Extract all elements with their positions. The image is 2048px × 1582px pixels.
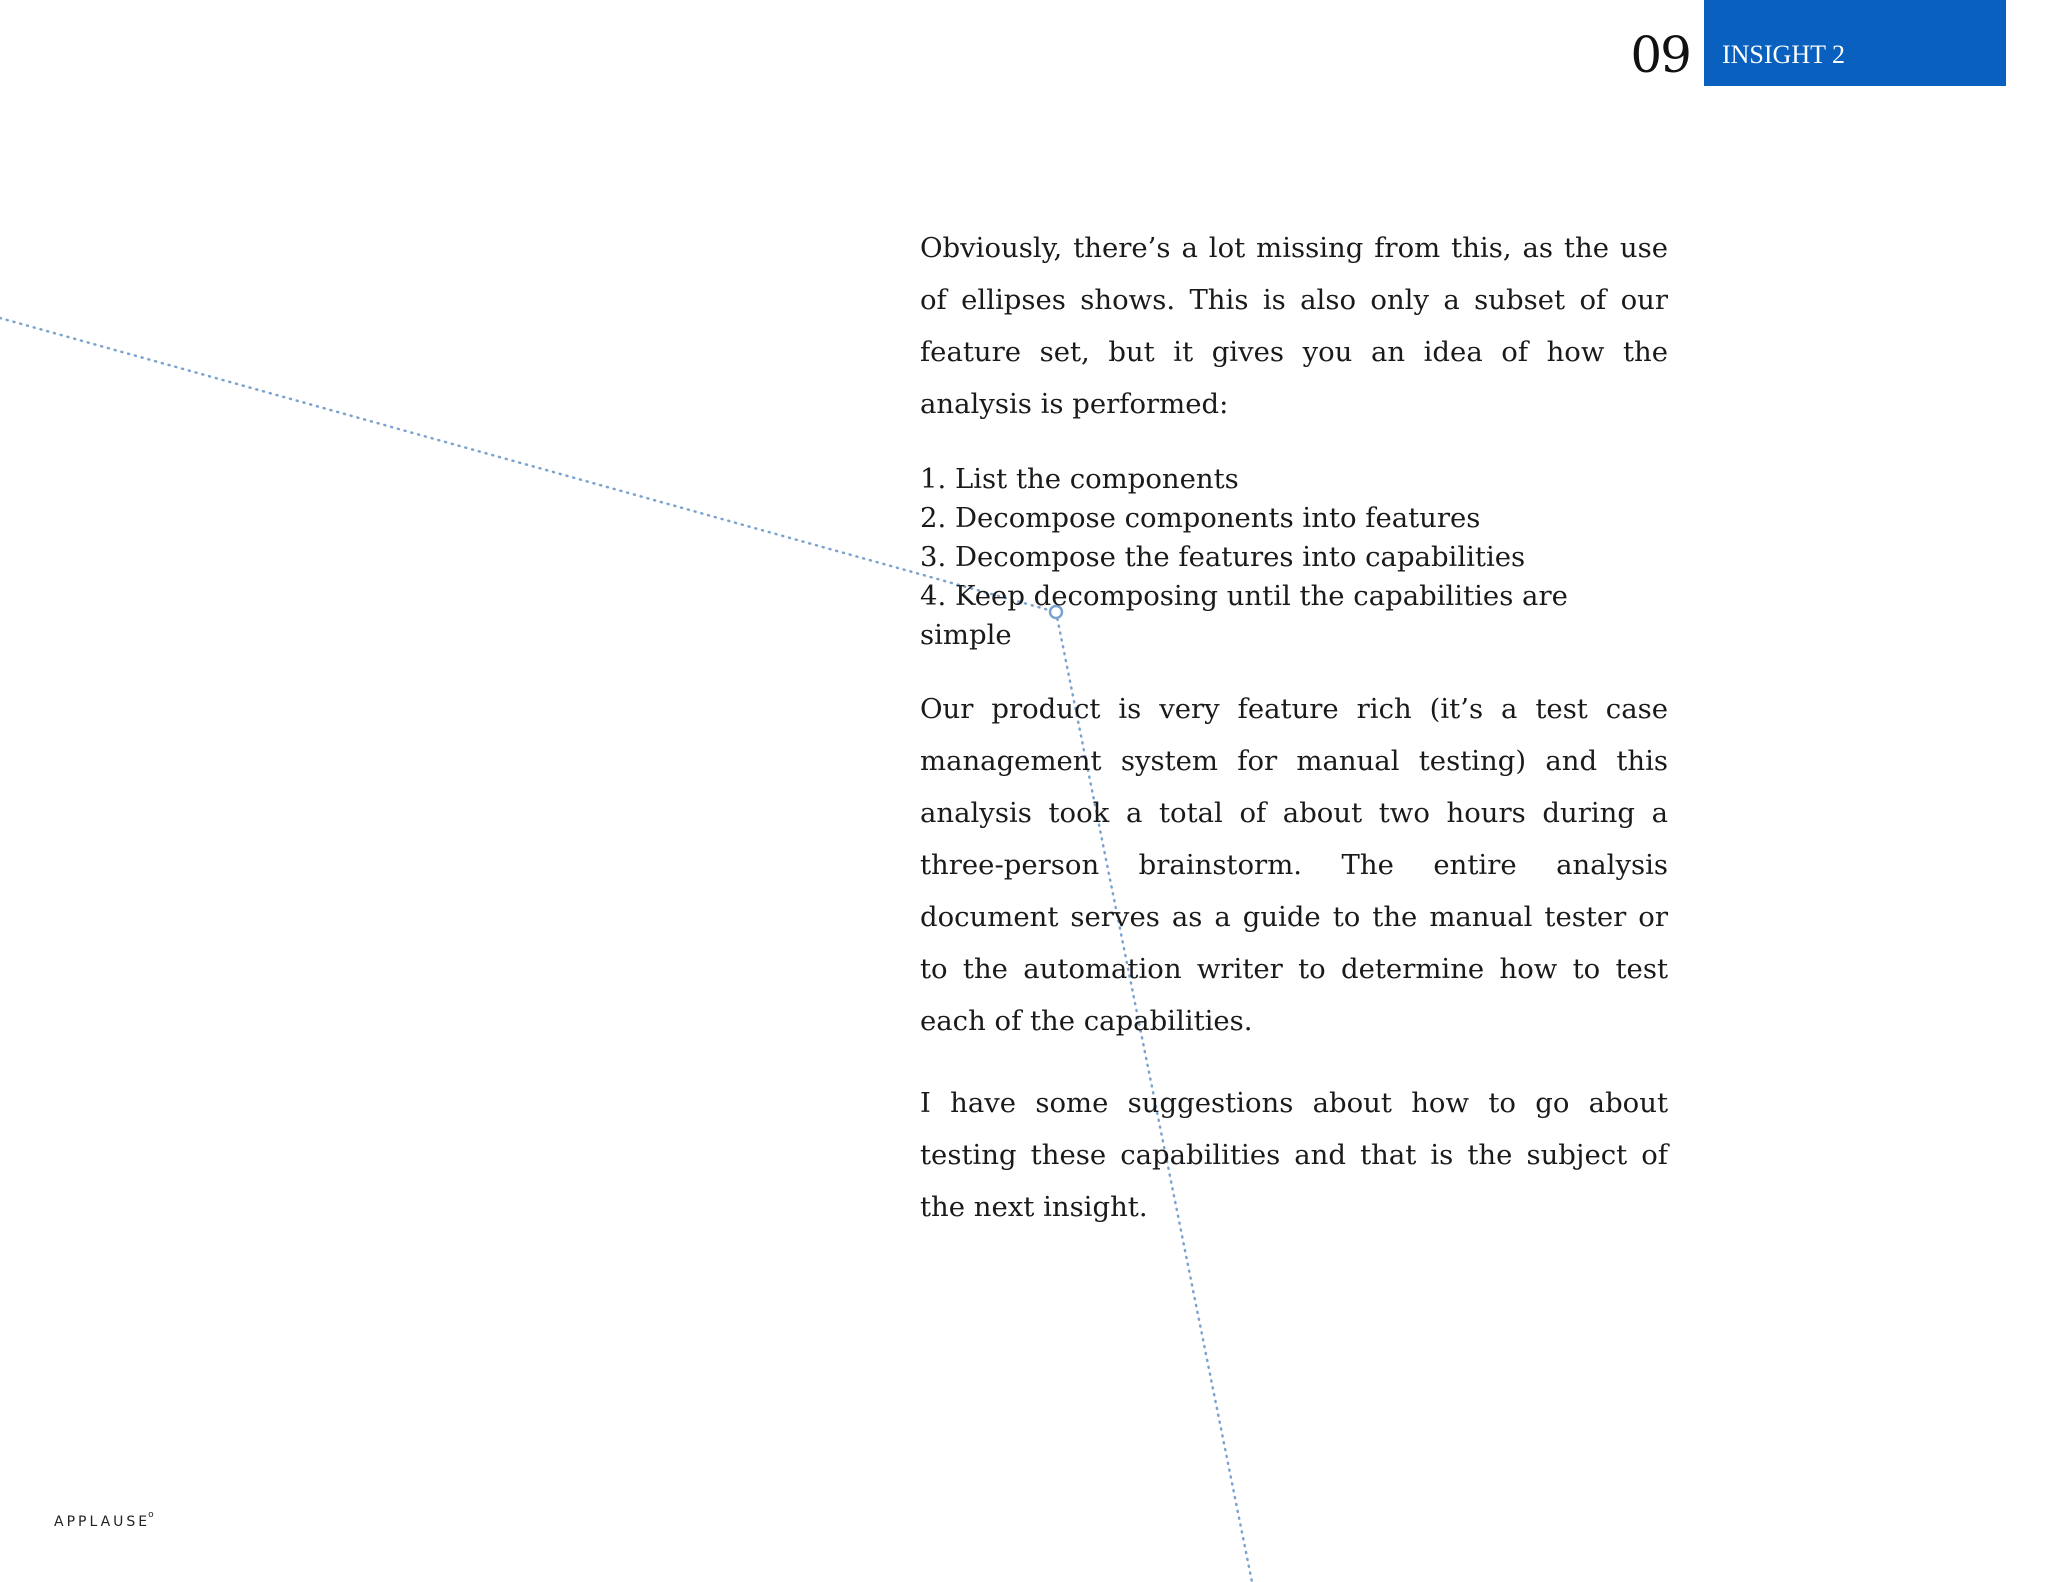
- paragraph-suggestions: I have some suggestions about how to go about testing these capabilities and that is the subject of the next insight.: [920, 1087, 1668, 1223]
- body-content: [920, 222, 1668, 1263]
- section-label: INSIGHT 2: [1722, 40, 1846, 69]
- list-item: 4. Keep decomposing until the capabilities are simple: [920, 580, 1568, 651]
- list-item: 2. Decompose components into features: [920, 502, 1481, 534]
- paragraph-intro: Obviously, there’s a lot missing from this, as the use of ellipses shows. This is also only a subset of our feature set, but it gives you an idea of how the analysis is performed:: [920, 232, 1668, 420]
- section-tab: [1704, 0, 2006, 86]
- applause-logo: [54, 1510, 159, 1530]
- list-item: 3. Decompose the features into capabilities: [920, 541, 1526, 573]
- logo-text: APPLAUSE: [54, 1514, 151, 1530]
- dotted-line-diagonal: [0, 318, 1056, 612]
- logo-mark: o: [148, 1510, 157, 1520]
- paragraph-product: Our product is very feature rich (it’s a test case management system for manual testing) and this analysis took a total of about two hours during a three-person brainstorm. The entire analysis document serves as a guide to the manual tester or to the automation writer to determine how to test each of the capabilities.: [920, 693, 1668, 1037]
- steps-list: [920, 460, 1668, 655]
- list-item: 1. List the components: [920, 463, 1239, 495]
- page-number: 09: [1630, 26, 1690, 84]
